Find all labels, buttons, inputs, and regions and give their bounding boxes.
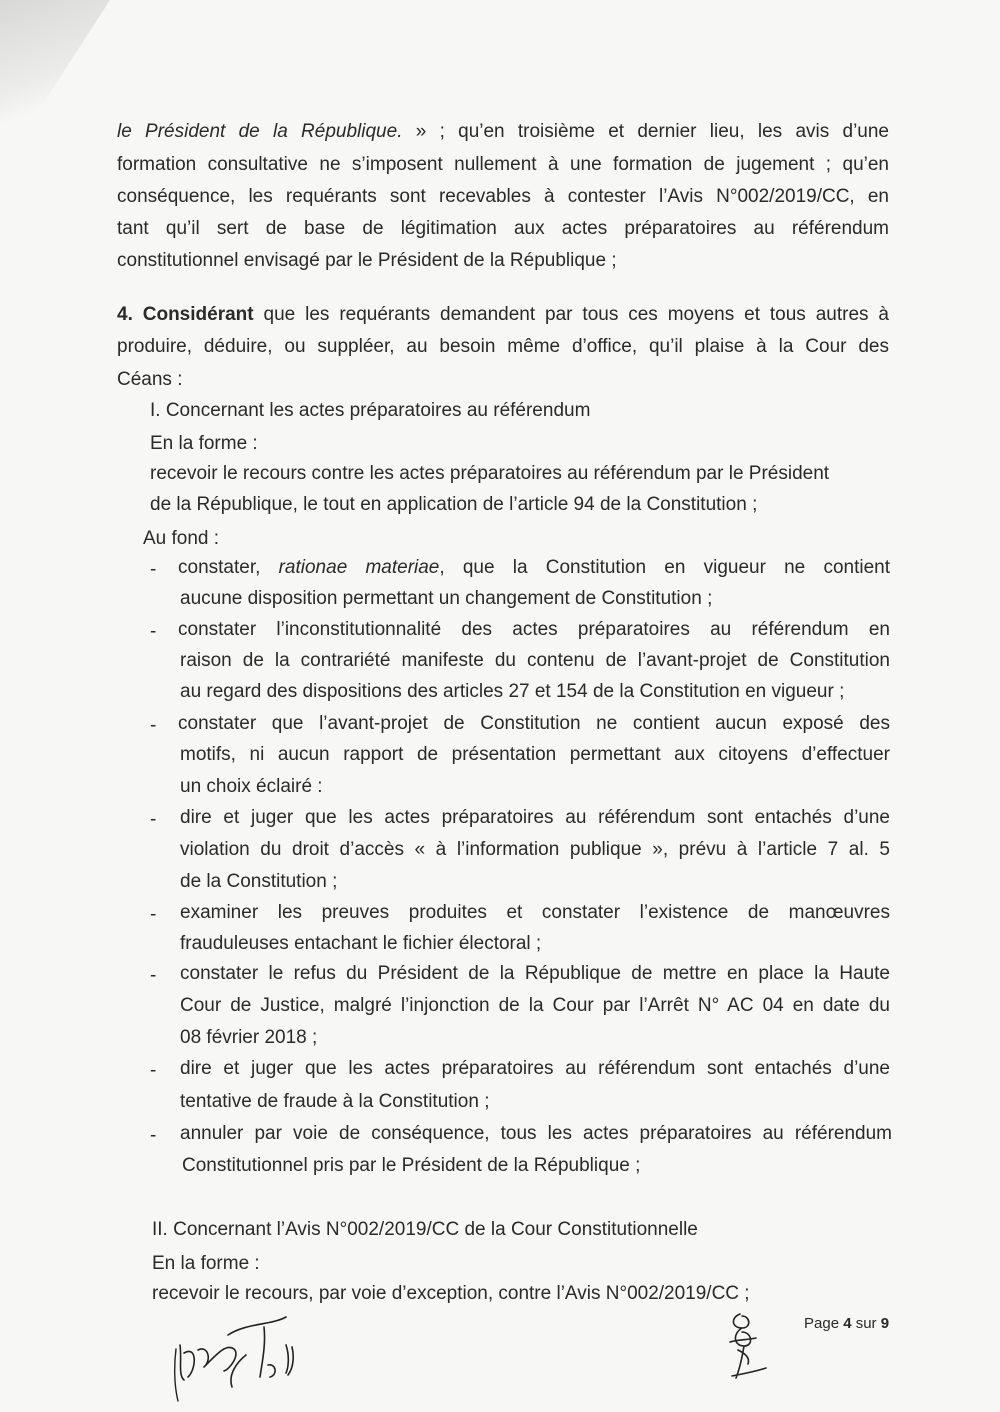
bullet-marker: - (150, 809, 157, 830)
bullet-marker: - (150, 715, 157, 736)
bullet-5-line-2: frauduleuses entachant le fichier électoral ; (180, 933, 542, 954)
bullet-2-line-3: au regard des dispositions des articles 27 et 154 de la Constitution en vigueur ; (180, 681, 845, 702)
para4-line-3: Céans : (117, 369, 183, 390)
para3-line-1 (117, 120, 889, 144)
bullet-1-italic: rationae materiae (278, 557, 440, 578)
page-number: 4 (843, 1315, 852, 1332)
bullet-8-line-2: Constitutionnel pris par le Président de la République ; (182, 1155, 641, 1176)
para4-line-1-rest: que les requérants demandent par tous ces moyens et tous autres à (253, 304, 889, 325)
page-total: 9 (880, 1315, 890, 1332)
bullet-marker: - (150, 904, 157, 925)
para3-line-2: formation consultative ne s’imposent nullement à une formation de jugement ; qu’en (117, 154, 889, 175)
bullet-3-line-2: motifs, ni aucun rapport de présentation permettant aux citoyens d’effectuer (180, 744, 890, 765)
section1-heading: I. Concernant les actes préparatoires au référendum (150, 400, 591, 421)
bullet-marker: - (150, 621, 157, 642)
bullet-6-line-1: constater le refus du Président de la République de mettre en place la Haute (180, 963, 890, 984)
section2-forme-line-1: recevoir le recours, par voie d’exception, contre l’Avis N°002/2019/CC ; (152, 1283, 750, 1304)
bullet-6-line-3: 08 février 2018 ; (180, 1027, 318, 1048)
page-number-footer (804, 1314, 889, 1334)
bullet-4-line-1: dire et juger que les actes préparatoires au référendum sont entachés d’une (180, 807, 890, 828)
para3-line-3: conséquence, les requérants sont recevables à contester l’Avis N°002/2019/CC, en (117, 186, 889, 207)
handwritten-initials-right (722, 1306, 782, 1386)
section2-forme: En la forme : (152, 1253, 260, 1274)
section1-forme-line-1: recevoir le recours contre les actes préparatoires au référendum par le Président (150, 463, 830, 484)
para3-line-5: constitutionnel envisagé par le Président de la République ; (117, 250, 617, 271)
section1-forme-line-2: de la République, le tout en application de l’article 94 de la Constitution ; (150, 494, 758, 515)
bullet-2-line-2: raison de la contrariété manifeste du contenu de l’avant-projet de Constitution (180, 650, 890, 671)
bullet-7-line-1: dire et juger que les actes préparatoires au référendum sont entachés d’une (180, 1058, 890, 1079)
page-prefix: Page (804, 1315, 844, 1332)
handwritten-initials-left (168, 1305, 318, 1405)
bullet-3-line-1: constater que l’avant-projet de Constitution ne contient aucun exposé des (178, 713, 890, 734)
bullet-3-line-3: un choix éclairé : (180, 776, 323, 797)
section2-heading: II. Concernant l’Avis N°002/2019/CC de la Cour Constitutionnelle (152, 1219, 698, 1240)
para3-line-4: tant qu’il sert de base de légitimation aux actes préparatoires au référendum (117, 218, 889, 239)
bullet-marker: - (150, 1125, 157, 1146)
para3-italic: le Président de la République. (117, 121, 403, 142)
para4-number: 4. Considérant (117, 304, 254, 325)
bullet-4-line-3: de la Constitution ; (180, 871, 338, 892)
bullet-2-line-1: constater l’inconstitutionnalité des actes préparatoires au référendum en (178, 619, 890, 640)
bullet-marker: - (150, 965, 157, 986)
bullet-1-post: , que la Constitution en vigueur ne contient (439, 557, 890, 578)
page-middle: sur (851, 1315, 881, 1332)
bullet-1-line-1 (178, 556, 890, 580)
bullet-8-line-1: annuler par voie de conséquence, tous les actes préparatoires au référendum (180, 1123, 892, 1144)
section1-fond: Au fond : (143, 528, 220, 549)
bullet-5-line-1: examiner les preuves produites et constater l’existence de manœuvres (180, 902, 890, 923)
bullet-marker: - (150, 1060, 157, 1081)
bullet-1-line-2: aucune disposition permettant un changement de Constitution ; (180, 588, 713, 609)
bullet-4-line-2: violation du droit d’accès « à l’information publique », prévu à l’article 7 al. 5 (180, 839, 890, 860)
para3-line-1-rest: » ; qu’en troisième et dernier lieu, les avis d’une (402, 121, 889, 142)
bullet-6-line-2: Cour de Justice, malgré l’injonction de la Cour par l’Arrêt N° AC 04 en date du (180, 995, 890, 1016)
bullet-marker: - (150, 559, 157, 580)
bullet-7-line-2: tentative de fraude à la Constitution ; (180, 1091, 490, 1112)
bullet-1-pre: constater, (178, 557, 279, 578)
para4-line-1 (117, 303, 889, 327)
section1-forme: En la forme : (150, 433, 258, 454)
para4-line-2: produire, déduire, ou suppléer, au besoin même d’office, qu’il plaise à la Cour des (117, 336, 889, 357)
